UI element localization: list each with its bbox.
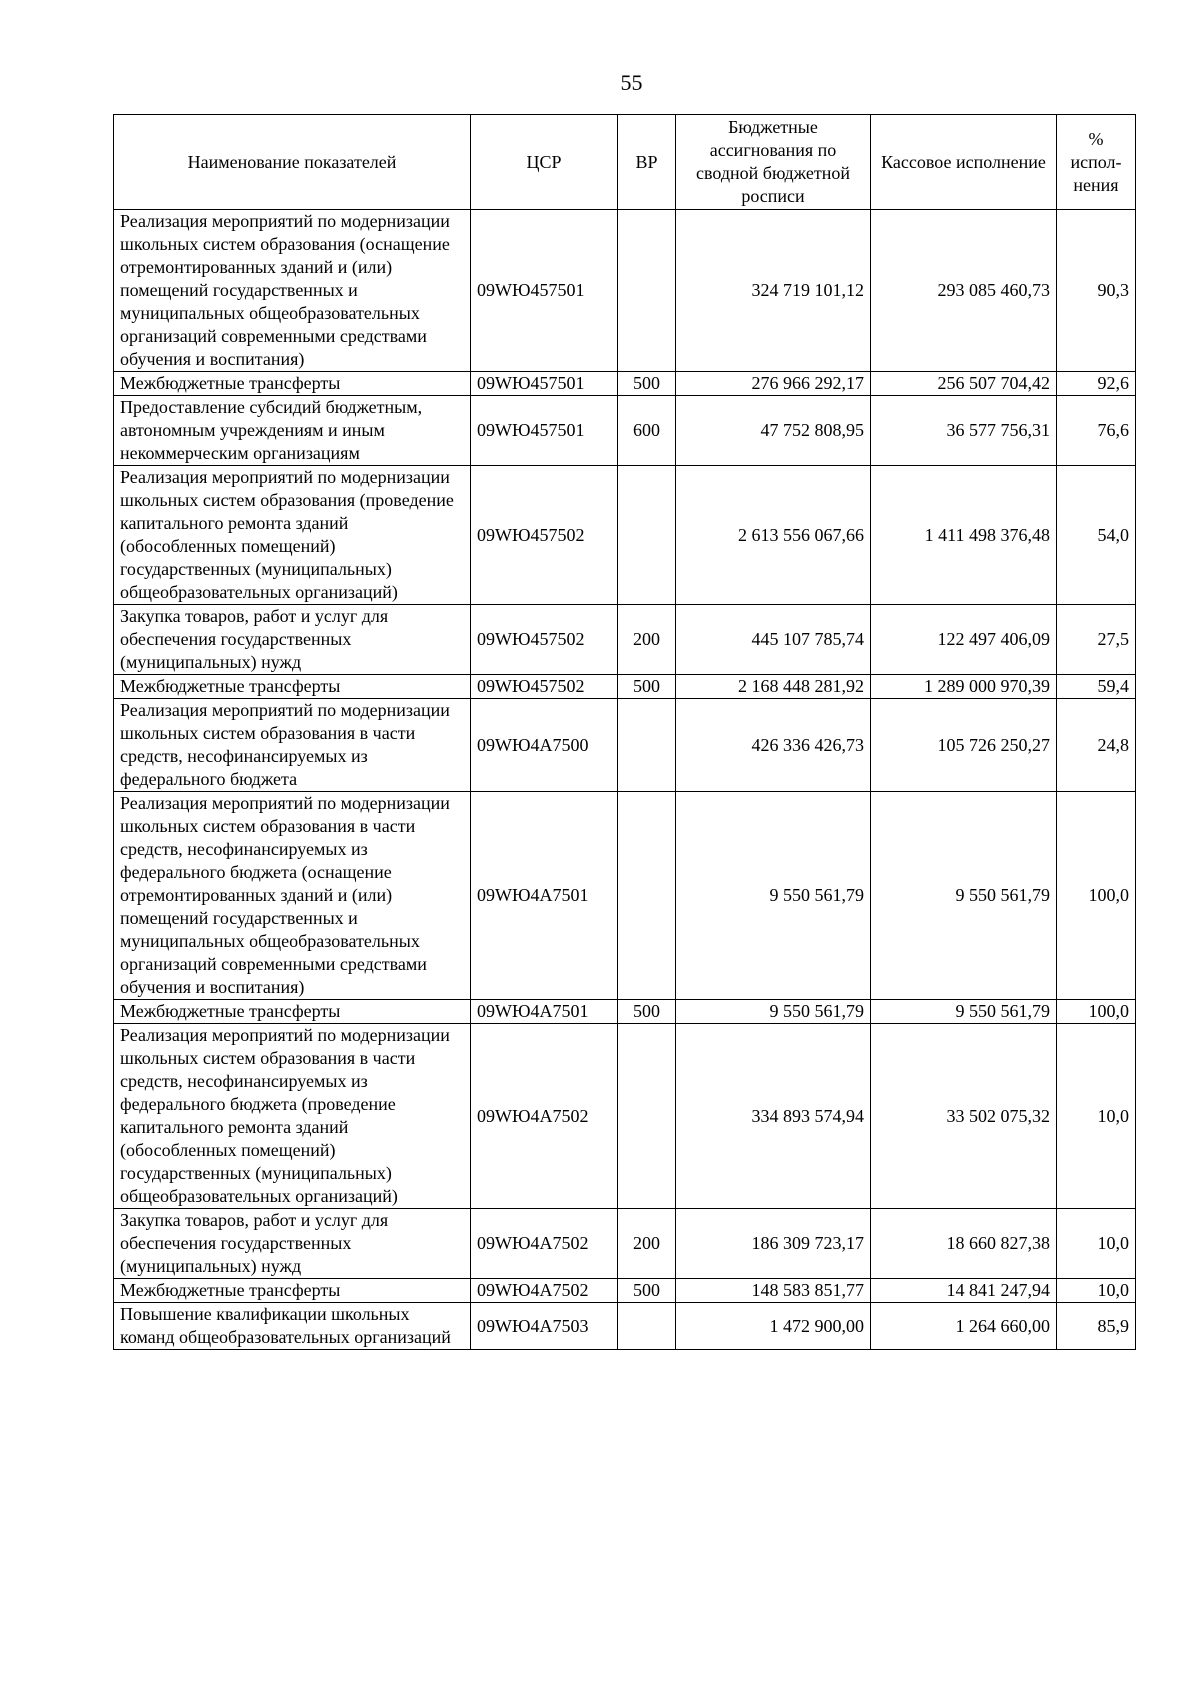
row-cash: 18 660 827,38 bbox=[871, 1209, 1057, 1279]
row-pct: 10,0 bbox=[1057, 1024, 1136, 1209]
row-name: Реализация мероприятий по модернизации школьных систем образования в части средств, несофинансируемых из федерального бюджета (оснащение отремонтированных зданий и (или) помещений государственных и муниципальных общеобразовательных организаций современными средствами обучения и воспитания) bbox=[114, 792, 471, 1000]
page-number: 55 bbox=[620, 70, 643, 95]
row-csr: 09WЮ4А7503 bbox=[471, 1303, 618, 1350]
row-cash: 1 264 660,00 bbox=[871, 1303, 1057, 1350]
row-csr: 09WЮ457501 bbox=[471, 372, 618, 396]
row-csr: 09WЮ4А7502 bbox=[471, 1279, 618, 1303]
header-budget: Бюджетные ассигнования по сводной бюджетной росписи bbox=[676, 115, 871, 210]
row-csr: 09WЮ457502 bbox=[471, 466, 618, 605]
row-csr: 09WЮ457501 bbox=[471, 396, 618, 466]
header-pct: % испол-нения bbox=[1057, 115, 1136, 210]
row-vr: 500 bbox=[618, 675, 676, 699]
row-cash: 256 507 704,42 bbox=[871, 372, 1057, 396]
row-vr: 500 bbox=[618, 372, 676, 396]
row-name: Реализация мероприятий по модернизации школьных систем образования (проведение капитального ремонта зданий (обособленных помещений) государственных (муниципальных) общеобразовательных организаций) bbox=[114, 466, 471, 605]
table-row bbox=[114, 1024, 1136, 1209]
row-budget: 47 752 808,95 bbox=[676, 396, 871, 466]
row-budget: 186 309 723,17 bbox=[676, 1209, 871, 1279]
row-name: Межбюджетные трансферты bbox=[114, 372, 471, 396]
row-csr: 09WЮ457502 bbox=[471, 675, 618, 699]
budget-execution-table bbox=[113, 114, 1136, 1350]
header-cash: Кассовое исполнение bbox=[871, 115, 1057, 210]
row-csr: 09WЮ457502 bbox=[471, 605, 618, 675]
row-cash: 293 085 460,73 bbox=[871, 210, 1057, 372]
row-name: Предоставление субсидий бюджетным, автономным учреждениям и иным некоммерческим организациям bbox=[114, 396, 471, 466]
row-budget: 9 550 561,79 bbox=[676, 1000, 871, 1024]
row-budget: 2 613 556 067,66 bbox=[676, 466, 871, 605]
table-row bbox=[114, 699, 1136, 792]
row-cash: 9 550 561,79 bbox=[871, 792, 1057, 1000]
row-pct: 90,3 bbox=[1057, 210, 1136, 372]
header-vr: ВР bbox=[618, 115, 676, 210]
table-row bbox=[114, 1303, 1136, 1350]
table-row bbox=[114, 1000, 1136, 1024]
row-pct: 59,4 bbox=[1057, 675, 1136, 699]
row-vr: 600 bbox=[618, 396, 676, 466]
row-vr: 500 bbox=[618, 1279, 676, 1303]
row-name: Реализация мероприятий по модернизации школьных систем образования в части средств, несофинансируемых из федерального бюджета bbox=[114, 699, 471, 792]
row-cash: 1 289 000 970,39 bbox=[871, 675, 1057, 699]
table-row bbox=[114, 372, 1136, 396]
row-vr bbox=[618, 1024, 676, 1209]
row-budget: 1 472 900,00 bbox=[676, 1303, 871, 1350]
row-pct: 76,6 bbox=[1057, 396, 1136, 466]
row-cash: 9 550 561,79 bbox=[871, 1000, 1057, 1024]
row-vr bbox=[618, 699, 676, 792]
table-row bbox=[114, 792, 1136, 1000]
row-csr: 09WЮ4А7500 bbox=[471, 699, 618, 792]
row-pct: 100,0 bbox=[1057, 1000, 1136, 1024]
row-cash: 105 726 250,27 bbox=[871, 699, 1057, 792]
row-budget: 334 893 574,94 bbox=[676, 1024, 871, 1209]
row-name: Закупка товаров, работ и услуг для обеспечения государственных (муниципальных) нужд bbox=[114, 1209, 471, 1279]
row-pct: 10,0 bbox=[1057, 1279, 1136, 1303]
row-vr bbox=[618, 466, 676, 605]
row-pct: 27,5 bbox=[1057, 605, 1136, 675]
row-budget: 9 550 561,79 bbox=[676, 792, 871, 1000]
table-row bbox=[114, 1209, 1136, 1279]
row-vr bbox=[618, 1303, 676, 1350]
row-budget: 2 168 448 281,92 bbox=[676, 675, 871, 699]
table-header-row bbox=[114, 115, 1136, 210]
row-name: Закупка товаров, работ и услуг для обеспечения государственных (муниципальных) нужд bbox=[114, 605, 471, 675]
row-name: Межбюджетные трансферты bbox=[114, 1000, 471, 1024]
row-budget: 426 336 426,73 bbox=[676, 699, 871, 792]
row-pct: 85,9 bbox=[1057, 1303, 1136, 1350]
row-vr bbox=[618, 210, 676, 372]
row-vr: 500 bbox=[618, 1000, 676, 1024]
row-pct: 10,0 bbox=[1057, 1209, 1136, 1279]
header-csr: ЦСР bbox=[471, 115, 618, 210]
table-row bbox=[114, 675, 1136, 699]
row-pct: 100,0 bbox=[1057, 792, 1136, 1000]
table-row bbox=[114, 210, 1136, 372]
row-budget: 148 583 851,77 bbox=[676, 1279, 871, 1303]
row-cash: 36 577 756,31 bbox=[871, 396, 1057, 466]
row-vr: 200 bbox=[618, 1209, 676, 1279]
row-csr: 09WЮ4А7502 bbox=[471, 1024, 618, 1209]
row-csr: 09WЮ4А7501 bbox=[471, 792, 618, 1000]
row-name: Повышение квалификации школьных команд общеобразовательных организаций bbox=[114, 1303, 471, 1350]
row-name: Реализация мероприятий по модернизации школьных систем образования (оснащение отремонтированных зданий и (или) помещений государственных и муниципальных общеобразовательных организаций современными средствами обучения и воспитания) bbox=[114, 210, 471, 372]
row-csr: 09WЮ457501 bbox=[471, 210, 618, 372]
table-row bbox=[114, 605, 1136, 675]
row-pct: 54,0 bbox=[1057, 466, 1136, 605]
row-cash: 1 411 498 376,48 bbox=[871, 466, 1057, 605]
row-cash: 33 502 075,32 bbox=[871, 1024, 1057, 1209]
row-vr bbox=[618, 792, 676, 1000]
table-row bbox=[114, 466, 1136, 605]
row-name: Межбюджетные трансферты bbox=[114, 1279, 471, 1303]
row-name: Межбюджетные трансферты bbox=[114, 675, 471, 699]
row-name: Реализация мероприятий по модернизации школьных систем образования в части средств, несофинансируемых из федерального бюджета (проведение капитального ремонта зданий (обособленных помещений) государственных (муниципальных) общеобразовательных организаций) bbox=[114, 1024, 471, 1209]
row-pct: 92,6 bbox=[1057, 372, 1136, 396]
table-row bbox=[114, 396, 1136, 466]
row-budget: 324 719 101,12 bbox=[676, 210, 871, 372]
row-budget: 445 107 785,74 bbox=[676, 605, 871, 675]
row-csr: 09WЮ4А7501 bbox=[471, 1000, 618, 1024]
row-vr: 200 bbox=[618, 605, 676, 675]
header-name: Наименование показателей bbox=[114, 115, 471, 210]
row-csr: 09WЮ4А7502 bbox=[471, 1209, 618, 1279]
table-row bbox=[114, 1279, 1136, 1303]
row-pct: 24,8 bbox=[1057, 699, 1136, 792]
row-cash: 14 841 247,94 bbox=[871, 1279, 1057, 1303]
row-cash: 122 497 406,09 bbox=[871, 605, 1057, 675]
row-budget: 276 966 292,17 bbox=[676, 372, 871, 396]
